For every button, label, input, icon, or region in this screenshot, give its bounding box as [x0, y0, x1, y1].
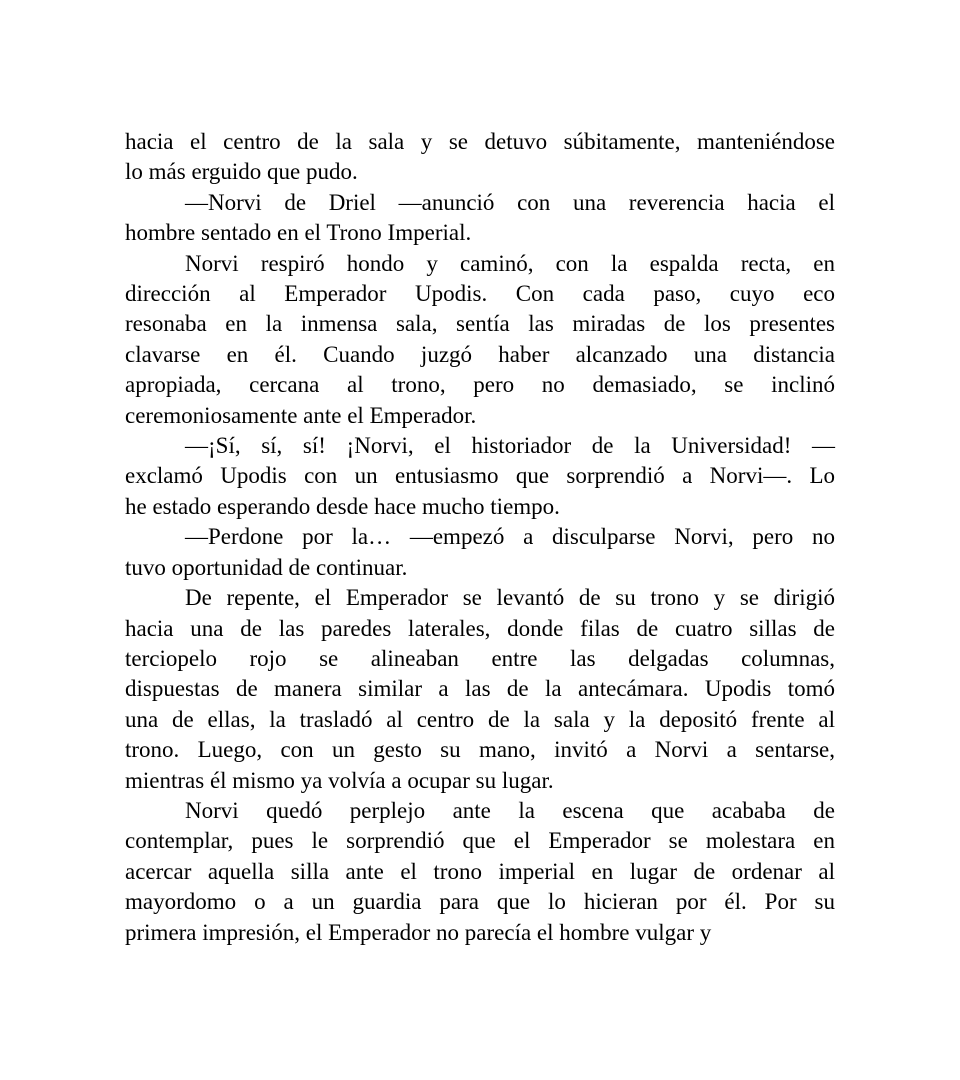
text-line: clavarse en él. Cuando juzgó haber alcanzado una distancia — [125, 341, 835, 367]
text-line: una de ellas, la trasladó al centro de la sala y la depositó frente al — [125, 706, 835, 732]
paragraph — [125, 522, 835, 583]
text-line: acercar aquella silla ante el trono imperial en lugar de ordenar al — [125, 858, 835, 884]
text-line: apropiada, cercana al trono, pero no demasiado, se inclinó — [125, 372, 835, 398]
page-text — [125, 127, 835, 948]
text-line: dirección al Emperador Upodis. Con cada paso, cuyo eco — [125, 281, 835, 307]
paragraph — [125, 431, 835, 522]
text-line: hacia una de las paredes laterales, donde filas de cuatro sillas de — [125, 615, 835, 641]
text-line: primera impresión, el Emperador no parecía el hombre vulgar y — [125, 919, 712, 945]
text-line: Norvi quedó perplejo ante la escena que acababa de — [185, 797, 835, 823]
text-line: mayordomo o a un guardia para que lo hicieran por él. Por su — [125, 889, 835, 915]
text-line: —Perdone por la… —empezó a disculparse Norvi, pero no — [185, 524, 835, 550]
paragraph — [125, 188, 835, 249]
paragraph — [125, 583, 835, 796]
text-line: tuvo oportunidad de continuar. — [125, 554, 408, 580]
paragraph — [125, 796, 835, 948]
text-line: dispuestas de manera similar a las de la antecámara. Upodis tomó — [125, 676, 835, 702]
text-line: mientras él mismo ya volvía a ocupar su lugar. — [125, 767, 554, 793]
text-line: lo más erguido que pudo. — [125, 159, 358, 185]
text-line: hacia el centro de la sala y se detuvo súbitamente, manteniéndose — [125, 129, 835, 154]
text-line: —¡Sí, sí, sí! ¡Norvi, el historiador de la Universidad! — — [185, 433, 835, 459]
text-line: ceremoniosamente ante el Emperador. — [125, 402, 477, 428]
text-line: resonaba en la inmensa sala, sentía las miradas de los presentes — [125, 311, 835, 337]
text-line: he estado esperando desde hace mucho tiempo. — [125, 493, 560, 519]
text-line: De repente, el Emperador se levantó de su trono y se dirigió — [185, 585, 835, 611]
text-line: contemplar, pues le sorprendió que el Emperador se molestara en — [125, 828, 835, 854]
text-line: —Norvi de Driel —anunció con una reverencia hacia el — [185, 189, 835, 215]
paragraph — [125, 127, 835, 188]
paragraph — [125, 249, 835, 431]
text-line: hombre sentado en el Trono Imperial. — [125, 220, 472, 246]
text-line: terciopelo rojo se alineaban entre las delgadas columnas, — [125, 645, 835, 671]
text-line: trono. Luego, con un gesto su mano, invitó a Norvi a sentarse, — [125, 737, 835, 763]
text-line: exclamó Upodis con un entusiasmo que sorprendió a Norvi—. Lo — [125, 463, 835, 489]
text-line: Norvi respiró hondo y caminó, con la espalda recta, en — [185, 250, 835, 276]
